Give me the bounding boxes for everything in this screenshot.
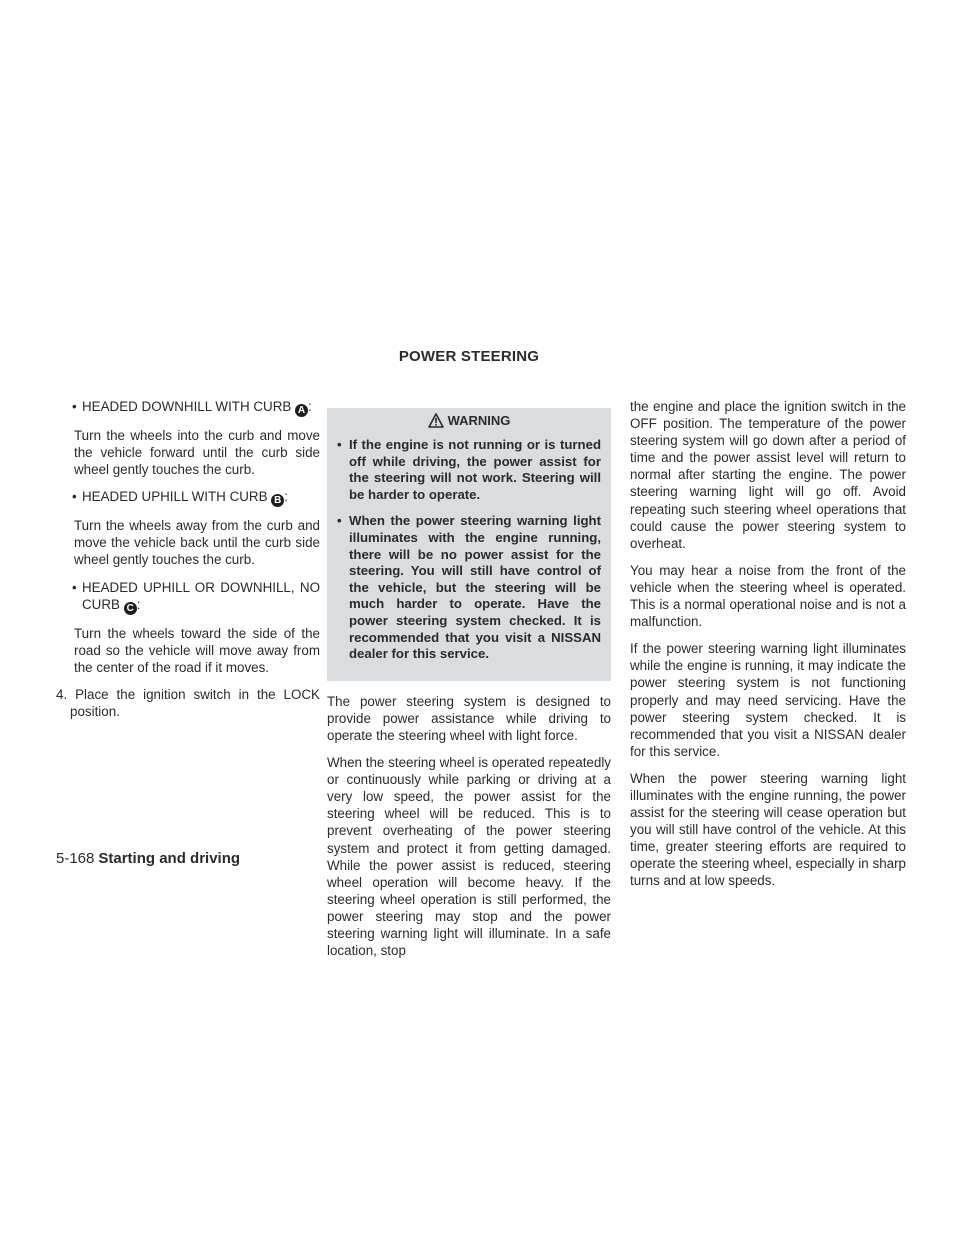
paragraph-uphill-curb: Turn the wheels away from the curb and move the vehicle back until the curb side wheel gently touches the curb. <box>74 518 320 568</box>
page-footer <box>56 850 240 867</box>
marker-a-icon: A <box>295 404 308 417</box>
section-heading: POWER STEERING <box>398 348 540 365</box>
marker-b-icon: B <box>271 494 284 507</box>
paragraph: the engine and place the ignition switch in the OFF position. The temperature of the power steering system will go down after a period of time and the power assist level will return to normal after starting the engine. The power steering warning light will go off. Avoid repeating such steering wheel operations that could cause the power steering system to overheat. <box>630 399 906 551</box>
bullet-label: HEADED UPHILL OR DOWNHILL, NO CURB <box>82 579 320 612</box>
marker-c-icon: C <box>124 602 137 615</box>
page-number: 5-168 <box>56 850 95 867</box>
paragraph: You may hear a noise from the front of the vehicle when the steering wheel is operated. This is a normal operational noise and is not a malfunction. <box>630 562 906 630</box>
paragraph: If the power steering warning light illuminates while the engine is running, it may indicate the power steering system is not functioning properly and may need servicing. Have the power steering system checked. It is recommended that you visit a NISSAN dealer for this service. <box>630 641 906 759</box>
column-middle <box>327 398 611 969</box>
warning-icon <box>428 413 444 428</box>
warning-header <box>337 412 601 429</box>
warning-title: WARNING <box>447 413 511 428</box>
paragraph: The power steering system is designed to provide power assistance while driving to operate the steering wheel with light force. <box>327 693 611 743</box>
column-right <box>630 398 906 900</box>
chapter-title: Starting and driving <box>98 850 241 867</box>
bullet-uphill-curb: • HEADED UPHILL WITH CURB B : <box>56 488 320 507</box>
warning-box <box>327 408 611 681</box>
step-4: 4. Place the ignition switch in the LOCK position. <box>56 686 320 720</box>
paragraph: When the steering wheel is operated repeatedly or continuously while parking or driving at a very low speed, the power assist for the steering wheel will be reduced. This is to prevent overheating of the power steering system and protect it from getting damaged. While the power assist is reduced, steering wheel operation will become heavy. If the steering wheel operation is still performed, the power steering may stop and the power steering warning light will illuminate. In a safe location, stop <box>327 755 611 959</box>
bullet-no-curb: • HEADED UPHILL OR DOWNHILL, NO CURB C : <box>56 579 320 615</box>
bullet-label: HEADED UPHILL WITH CURB <box>82 489 268 505</box>
paragraph: When the power steering warning light illuminates with the engine running, the power assist for the steering will cease operation but you will still have control of the vehicle. At this time, greater steering efforts are required to operate the steering wheel, especially in sharp turns and at low speeds. <box>630 770 906 889</box>
column-left <box>56 398 320 730</box>
bullet-downhill-curb: • HEADED DOWNHILL WITH CURB A : <box>56 398 320 417</box>
warning-item: • If the engine is not running or is turned off while driving, the power assist for the steering will not work. Steering will be harder to operate. <box>337 437 601 503</box>
paragraph-no-curb: Turn the wheels toward the side of the road so the vehicle will move away from the center of the road if it moves. <box>74 625 320 675</box>
warning-item: • When the power steering warning light illuminates with the engine running, there will be no power assist for the steering. You will still have control of the vehicle, but the steering will be much harder to operate. Have the power steering system checked. It is recommended that you visit a NISSAN dealer for this service. <box>337 513 601 662</box>
bullet-label: HEADED DOWNHILL WITH CURB <box>82 399 292 414</box>
paragraph-downhill-curb: Turn the wheels into the curb and move the vehicle forward until the curb side wheel gently touches the curb. <box>74 428 320 478</box>
